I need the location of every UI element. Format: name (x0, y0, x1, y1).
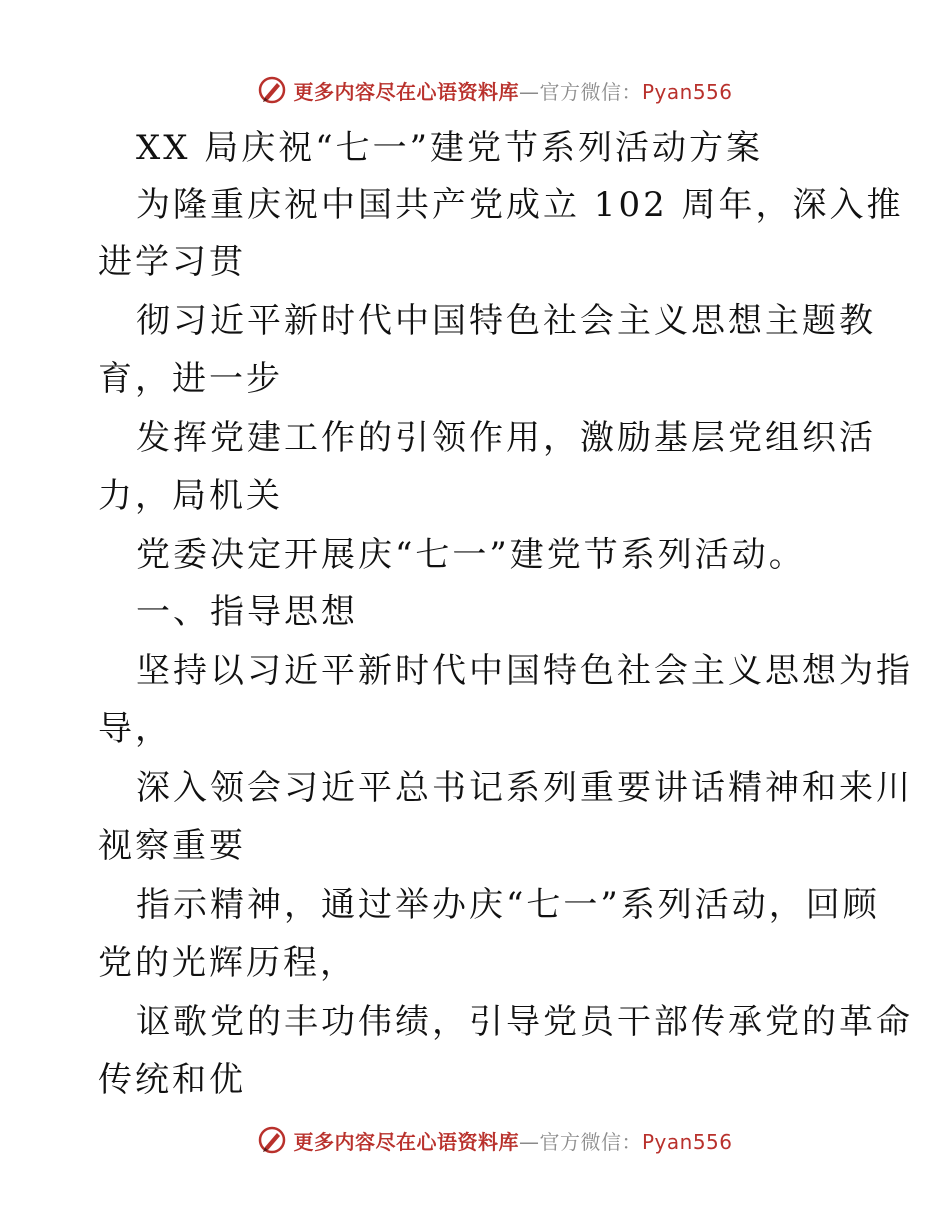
footer-banner-separator: — (518, 1129, 540, 1154)
section-heading: 一、指导思想 (136, 592, 358, 632)
footer-wechat-id: Pyan556 (641, 1129, 733, 1154)
footer-banner-title: 更多内容尽在心语资料库 (293, 1129, 519, 1154)
document-title: XX 局庆祝“七一”建党节系列活动方案 (136, 128, 763, 168)
header-banner (0, 70, 950, 110)
pen-logo-icon (257, 1125, 287, 1155)
document-line: 彻习近平新时代中国特色社会主义思想主题教 (136, 301, 876, 341)
header-wechat-id: Pyan556 (641, 79, 733, 104)
document-line: 育，进一步 (98, 359, 283, 399)
document-line: 力，局机关 (98, 476, 283, 516)
document-line: 指示精神，通过举办庆“七一”系列活动，回顾 (136, 885, 880, 925)
header-banner-content (257, 75, 732, 105)
document-line: 深入领会习近平总书记系列重要讲话精神和来川 (136, 768, 913, 808)
header-wechat-label: 官方微信： (539, 79, 642, 104)
document-line: 发挥党建工作的引领作用，激励基层党组织活 (136, 418, 876, 458)
document-line: 传统和优 (98, 1060, 246, 1100)
document-line: 视察重要 (98, 826, 246, 866)
footer-banner-text (293, 1126, 732, 1155)
header-banner-text (293, 76, 732, 105)
footer-wechat-label: 官方微信： (539, 1129, 642, 1154)
header-banner-separator: — (518, 79, 540, 104)
document-line: 党委决定开展庆“七一”建党节系列活动。 (136, 535, 806, 575)
document-line: 进学习贯 (98, 242, 246, 282)
footer-banner-content (257, 1125, 732, 1155)
document-line: 为隆重庆祝中国共产党成立 102 周年，深入推 (136, 185, 904, 225)
document-line: 讴歌党的丰功伟绩，引导党员干部传承党的革命 (136, 1002, 913, 1042)
document-line: 党的光辉历程， (98, 943, 357, 983)
document-line: 坚持以习近平新时代中国特色社会主义思想为指 (136, 651, 913, 691)
footer-banner (0, 1120, 950, 1160)
pen-logo-icon (257, 75, 287, 105)
document-line: 导， (98, 709, 172, 749)
header-banner-title: 更多内容尽在心语资料库 (293, 79, 519, 104)
